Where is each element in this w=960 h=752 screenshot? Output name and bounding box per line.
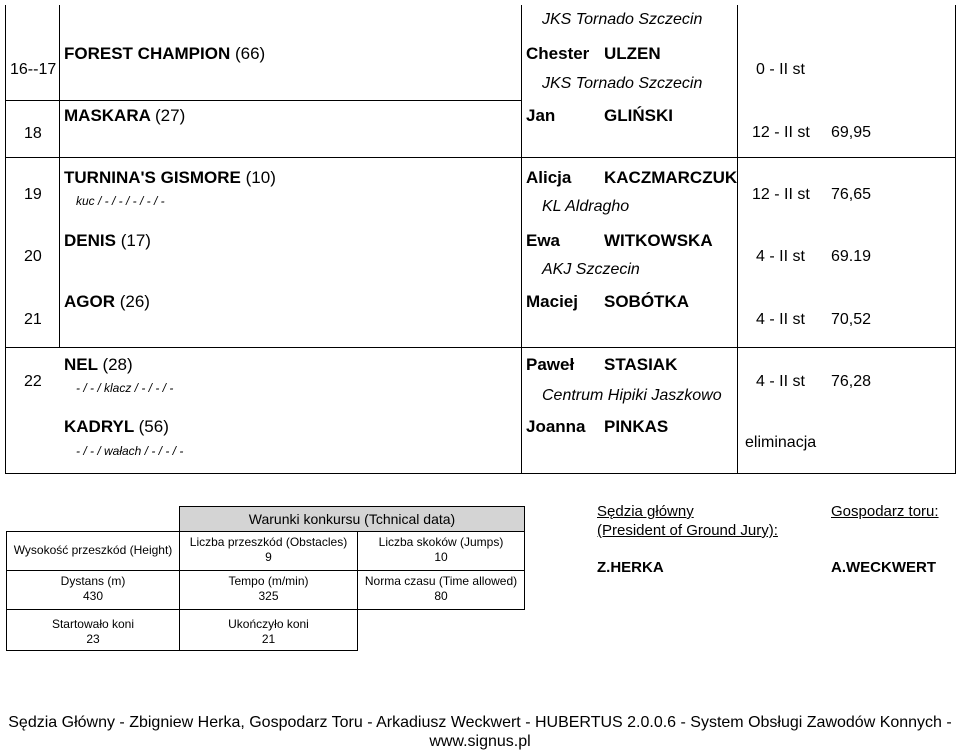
horse-name: FOREST CHAMPION (66)	[64, 44, 266, 63]
place: 20	[24, 248, 42, 265]
tempo-cell: Tempo (m/min) 325	[179, 570, 358, 610]
time: 76,65	[831, 186, 872, 203]
rider-last-name: STASIAK	[604, 355, 678, 374]
time: 69,95	[831, 124, 872, 141]
place: 22	[24, 373, 42, 390]
result: 4 - II st	[756, 248, 805, 265]
horse-name: KADRYL (56)	[64, 417, 169, 436]
judge-label: Sędzia główny	[597, 503, 694, 520]
result: eliminacja	[745, 434, 817, 451]
time: 69.19	[831, 248, 872, 265]
footer-line-1: Sędzia Główny - Zbigniew Herka, Gospodarz Toru - Arkadiusz Weckwert - HUBERTUS 2.0.0.6 - System Obsługi Zawodów Konnych -	[8, 714, 952, 731]
finished-cell: Ukończyło koni 21	[179, 609, 358, 651]
place: 21	[24, 311, 42, 328]
horse-name: NEL (28)	[64, 355, 133, 374]
rider-last-name: PINKAS	[604, 417, 669, 436]
distance-cell: Dystans (m) 430	[6, 570, 180, 610]
rider-last-name: ULZEN	[604, 44, 661, 63]
horse-details: - / - / wałach / - / - / -	[76, 444, 184, 458]
rider-first-name: Chester	[526, 44, 590, 63]
footer-link[interactable]: www.signus.pl	[429, 733, 531, 750]
conditions-title: Warunki konkursu (Tchnical data)	[179, 506, 525, 532]
horse-details: kuc / - / - / - / - / -	[76, 194, 165, 208]
club-name: AKJ Szczecin	[542, 261, 640, 278]
rider-first-name: Alicja	[526, 168, 572, 187]
horse-name: TURNINA'S GISMORE (10)	[64, 168, 276, 187]
place: 16--17	[10, 61, 57, 78]
result: 12 - II st	[752, 124, 810, 141]
result: 4 - II st	[756, 373, 805, 390]
rider-first-name: Paweł	[526, 355, 575, 374]
club-name: Centrum Hipiki Jaszkowo	[542, 387, 722, 404]
judge-label-en: (President of Ground Jury):	[597, 522, 778, 539]
horse-name: AGOR (26)	[64, 292, 150, 311]
rider-first-name: Jan	[526, 106, 556, 125]
rider-last-name: SOBÓTKA	[604, 292, 689, 311]
horse-name: MASKARA (27)	[64, 106, 186, 125]
started-cell: Startowało koni 23	[6, 609, 180, 651]
height-cell: Wysokość przeszkód (Height)	[6, 531, 180, 571]
horse-name: DENIS (17)	[64, 231, 151, 250]
result: 4 - II st	[756, 311, 805, 328]
club-name: KL Aldragho	[542, 198, 630, 215]
place: 19	[24, 186, 42, 203]
host-name: A.WECKWERT	[831, 559, 936, 576]
result: 0 - II st	[756, 61, 805, 78]
result: 12 - II st	[752, 186, 810, 203]
club-name: JKS Tornado Szczecin	[542, 75, 703, 92]
time-allowed-cell: Norma czasu (Time allowed) 80	[357, 570, 525, 610]
rider-first-name: Ewa	[526, 231, 561, 250]
obstacles-cell: Liczba przeszkód (Obstacles) 9	[179, 531, 358, 571]
judge-name: Z.HERKA	[597, 559, 664, 576]
jumps-cell: Liczba skoków (Jumps) 10	[357, 531, 525, 571]
horse-details: - / - / klacz / - / - / -	[76, 381, 174, 395]
club-name: JKS Tornado Szczecin	[542, 11, 703, 28]
time: 70,52	[831, 311, 872, 328]
place: 18	[24, 125, 42, 142]
rider-last-name: WITKOWSKA	[604, 231, 713, 250]
rider-first-name: Joanna	[526, 417, 586, 436]
rider-last-name: GLIŃSKI	[604, 106, 673, 125]
rider-last-name: KACZMARCZUK	[604, 168, 738, 187]
time: 76,28	[831, 373, 872, 390]
host-label: Gospodarz toru:	[831, 503, 939, 520]
rider-first-name: Maciej	[526, 292, 578, 311]
